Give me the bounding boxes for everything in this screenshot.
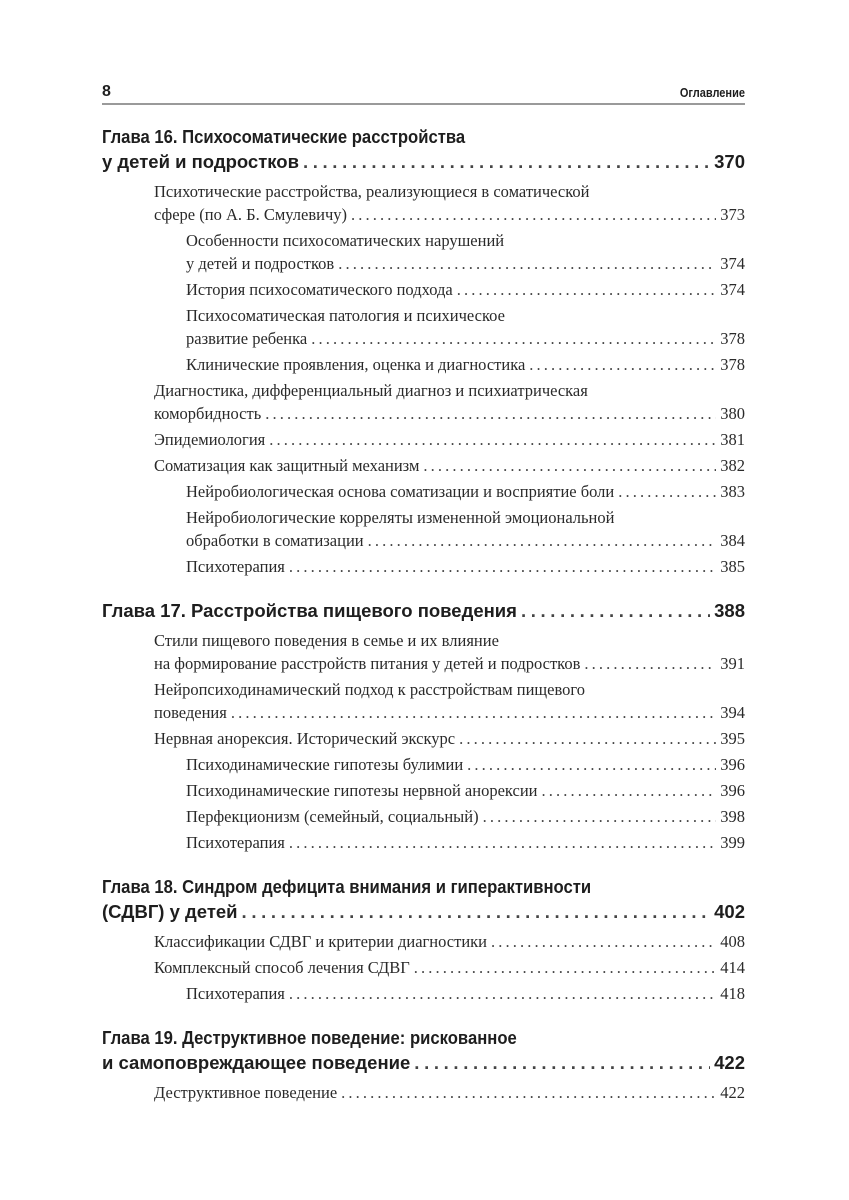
entry-title: Диагностика, дифференциальный диагноз и психиатрическая	[154, 381, 588, 400]
leader-dots	[467, 753, 716, 776]
page-ref: 382	[720, 456, 745, 475]
toc-entry[interactable]	[102, 480, 745, 503]
leader-dots	[491, 930, 716, 953]
leader-dots	[423, 454, 716, 477]
leader-dots	[289, 555, 716, 578]
chapter-title: у детей и подростков	[102, 151, 299, 172]
leader-dots	[542, 779, 717, 802]
chapter-title: Глава 16. Психосоматические расстройства	[102, 126, 466, 147]
entry-title: Психотерапия	[186, 833, 285, 852]
toc-entry[interactable]	[102, 831, 745, 854]
running-title: Оглавление	[679, 86, 745, 100]
page-ref: 402	[714, 901, 745, 922]
entry-title: на формирование расстройств питания у детей и подростков	[154, 654, 581, 673]
entry-title: Перфекционизм (семейный, социальный)	[186, 807, 479, 826]
page-ref: 408	[720, 932, 745, 951]
page-ref: 396	[720, 755, 745, 774]
leader-dots	[351, 203, 716, 226]
page-ref: 374	[720, 280, 745, 299]
page-ref: 384	[720, 531, 745, 550]
toc-entry[interactable]	[102, 454, 745, 477]
entry-title: Психодинамические гипотезы нервной анорексии	[186, 781, 538, 800]
entry-title: у детей и подростков	[186, 254, 335, 273]
leader-dots	[457, 278, 717, 301]
entry-title: Клинические проявления, оценка и диагностика	[186, 355, 526, 374]
leader-dots	[483, 805, 717, 828]
entry-title: История психосоматического подхода	[186, 280, 453, 299]
leader-dots	[231, 701, 716, 724]
entry-title: Нейробиологические корреляты измененной эмоциональной	[186, 508, 615, 527]
entry-title: Комплексный способ лечения СДВГ	[154, 958, 410, 977]
leader-dots	[341, 1081, 716, 1104]
toc-entry[interactable]	[102, 278, 745, 301]
toc-entry[interactable]	[102, 727, 745, 750]
toc-entry[interactable]	[102, 379, 745, 425]
toc-entry[interactable]	[102, 1081, 745, 1104]
entry-title: Соматизация как защитный механизм	[154, 456, 420, 475]
page-ref: 422	[720, 1083, 745, 1102]
page-ref: 399	[720, 833, 745, 852]
page-number: 8	[102, 83, 111, 100]
page-ref: 396	[720, 781, 745, 800]
leader-dots	[459, 727, 716, 750]
table-of-contents	[102, 124, 745, 1104]
entry-title: сфере (по А. Б. Смулевичу)	[154, 205, 348, 224]
entry-title: Психотерапия	[186, 557, 285, 576]
leader-dots	[414, 956, 716, 979]
leader-dots	[289, 982, 716, 1005]
chapter-title: (СДВГ) у детей	[102, 901, 238, 922]
entry-title: Особенности психосоматических нарушений	[186, 231, 505, 250]
page-ref: 383	[720, 482, 745, 501]
leader-dots	[618, 480, 716, 503]
toc-chapter[interactable]	[102, 874, 745, 924]
entry-title: Эпидемиология	[154, 430, 266, 449]
entry-title: коморбидность	[154, 404, 262, 423]
toc-entry[interactable]	[102, 805, 745, 828]
toc-entry[interactable]	[102, 930, 745, 953]
entry-title: Стили пищевого поведения в семье и их влияние	[154, 631, 499, 650]
page-ref: 381	[720, 430, 745, 449]
toc-entry[interactable]	[102, 180, 745, 226]
running-header	[102, 83, 745, 105]
page-ref: 395	[720, 729, 745, 748]
toc-entry[interactable]	[102, 353, 745, 376]
page-ref: 385	[720, 557, 745, 576]
leader-dots	[242, 899, 711, 924]
toc-entry[interactable]	[102, 956, 745, 979]
toc-entry[interactable]	[102, 779, 745, 802]
entry-title: Нейропсиходинамический подход к расстройствам пищевого	[154, 680, 585, 699]
page-ref: 414	[720, 958, 745, 977]
leader-dots	[414, 1050, 710, 1075]
entry-title: поведения	[154, 703, 227, 722]
page-ref: 398	[720, 807, 745, 826]
page-ref: 422	[714, 1052, 745, 1073]
toc-entry[interactable]	[102, 304, 745, 350]
entry-title: Классификации СДВГ и критерии диагностики	[154, 932, 488, 951]
leader-dots	[269, 428, 716, 451]
leader-dots	[303, 149, 710, 174]
entry-title: Психотические расстройства, реализующиеся в соматической	[154, 182, 590, 201]
entry-title: Нервная анорексия. Исторический экскурс	[154, 729, 456, 748]
entry-title: Психосоматическая патология и психическое	[186, 306, 505, 325]
entry-title: Деструктивное поведение	[154, 1083, 338, 1102]
leader-dots	[529, 353, 716, 376]
page-ref: 418	[720, 984, 745, 1003]
toc-entry[interactable]	[102, 629, 745, 675]
page-ref: 373	[720, 205, 745, 224]
toc-entry[interactable]	[102, 428, 745, 451]
leader-dots	[521, 598, 710, 623]
page-ref: 391	[720, 654, 745, 673]
leader-dots	[368, 529, 717, 552]
toc-chapter[interactable]	[102, 124, 745, 174]
page-ref: 374	[720, 254, 745, 273]
toc-entry[interactable]	[102, 506, 745, 552]
toc-chapter[interactable]	[102, 598, 745, 623]
toc-entry[interactable]	[102, 982, 745, 1005]
toc-entry[interactable]	[102, 555, 745, 578]
toc-chapter[interactable]	[102, 1025, 745, 1075]
toc-entry[interactable]	[102, 229, 745, 275]
entry-title: Психодинамические гипотезы булимии	[186, 755, 464, 774]
page-ref: 378	[720, 329, 745, 348]
page-ref: 394	[720, 703, 745, 722]
entry-title: развитие ребенка	[186, 329, 308, 348]
chapter-title: и самоповреждающее поведение	[102, 1052, 411, 1073]
entry-title: обработки в соматизации	[186, 531, 364, 550]
leader-dots	[338, 252, 716, 275]
entry-title: Психотерапия	[186, 984, 285, 1003]
page-ref: 380	[720, 404, 745, 423]
entry-title: Нейробиологическая основа соматизации и восприятие боли	[186, 482, 615, 501]
page-ref: 388	[714, 600, 745, 621]
leader-dots	[311, 327, 716, 350]
toc-entry[interactable]	[102, 678, 745, 724]
leader-dots	[265, 402, 716, 425]
leader-dots	[289, 831, 716, 854]
chapter-title: Глава 17. Расстройства пищевого поведения	[102, 600, 517, 621]
chapter-title: Глава 18. Синдром дефицита внимания и гиперактивности	[102, 876, 592, 897]
page-ref: 378	[720, 355, 745, 374]
chapter-title: Глава 19. Деструктивное поведение: рискованное	[102, 1027, 517, 1048]
page-ref: 370	[714, 151, 745, 172]
leader-dots	[584, 652, 716, 675]
toc-entry[interactable]	[102, 753, 745, 776]
